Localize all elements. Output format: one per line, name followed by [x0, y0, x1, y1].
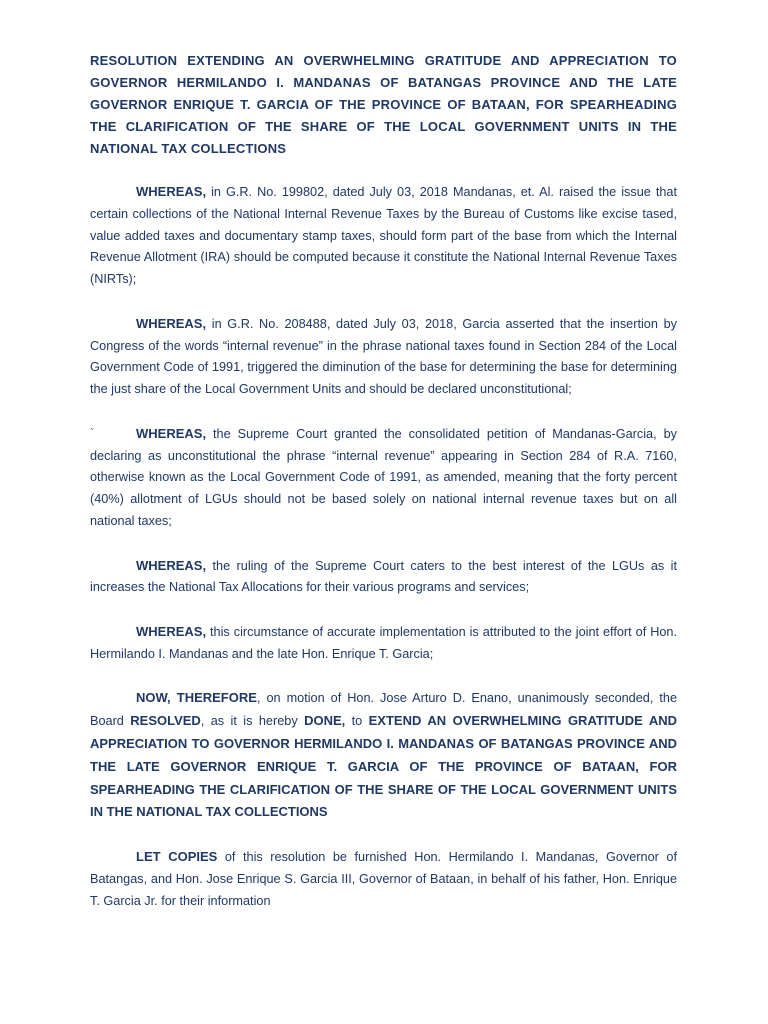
let-copies-text: of this resolution be furnished Hon. Hermilando I. Mandanas, Governor of Batangas, and Hon. Jose Enrique S. Garcia III, Governor of Bataan, in behalf of his father, Hon. Enrique T. Garcia Jr. for their information	[90, 849, 678, 908]
now-therefore-text-3: to	[345, 714, 369, 729]
whereas-paragraph-1	[90, 181, 677, 291]
document-page	[90, 50, 677, 912]
whereas-paragraph-3	[90, 423, 677, 533]
whereas-text-4: the ruling of the Supreme Court caters to the best interest of the LGUs as it increases the National Tax Allocations for their various programs and services;	[90, 558, 677, 595]
whereas-paragraph-5	[90, 621, 677, 666]
whereas-text-3: the Supreme Court granted the consolidated petition of Mandanas-Garcia, by declaring as unconstitutional the phrase “internal revenue” appearing in Section 284 of R.A. 7160, otherwise known as the Local Government Code of 1991, as amended, meaning that the forty percent (40%) allotment of LGUs should not be based solely on national internal revenue taxes but on all national taxes;	[90, 426, 677, 528]
whereas-label: WHEREAS,	[136, 425, 207, 441]
let-copies-label: LET COPIES	[136, 848, 218, 864]
whereas-text-5: this circumstance of accurate implementation is attributed to the joint effort of Hon. Hermilando I. Mandanas and the late Hon. Enrique T. Garcia;	[90, 624, 677, 661]
done-label: DONE,	[304, 713, 346, 729]
whereas-label: WHEREAS,	[136, 184, 207, 199]
whereas-label: WHEREAS,	[136, 623, 207, 639]
now-therefore-text-2: , as it is hereby	[200, 714, 305, 729]
whereas-text-1: in G.R. No. 199802, dated July 03, 2018 Mandanas, et. Al. raised the issue that certain collections of the National Internal Revenue Taxes by the Bureau of Customs like excise tased, value added taxes and documentary stamp taxes, should form part of the base from which the Internal Revenue Allotment (IRA) should be computed because it constitute the National Internal Revenue Taxes (NIRTs);	[90, 185, 677, 287]
whereas-paragraph-2	[90, 313, 677, 401]
whereas-paragraph-4	[90, 555, 677, 600]
whereas-text-2: in G.R. No. 208488, dated July 03, 2018, Garcia asserted that the insertion by Congress of the words “internal revenue” in the phrase national taxes found in Section 284 of the Local Government Code of 1991, triggered the diminution of the base for determining the base for determining the just share of the Local Government Units and should be declared unconstitutional;	[90, 316, 677, 397]
now-therefore-text-1: , on motion of Hon. Jose Arturo D. Enano, unanimously seconded, the Board	[90, 691, 678, 729]
now-therefore-paragraph	[90, 687, 677, 824]
whereas-label: WHEREAS,	[136, 315, 207, 331]
resolved-label: RESOLVED	[130, 713, 201, 729]
now-therefore-label: NOW, THEREFORE	[136, 690, 257, 706]
let-copies-paragraph	[90, 846, 677, 912]
whereas-label: WHEREAS,	[136, 557, 207, 573]
stray-backtick: `	[90, 425, 94, 440]
resolution-title: RESOLUTION EXTENDING AN OVERWHELMING GRATITUDE AND APPRECIATION TO GOVERNOR HERMILANDO I. MANDANAS OF BATANGAS PROVINCE AND THE LATE GOVERNOR ENRIQUE T. GARCIA OF THE PROVINCE OF BATAAN, FOR SPEARHEADING THE CLARIFICATION OF THE SHARE OF THE LOCAL GOVERNMENT UNITS IN THE NATIONAL TAX COLLECTIONS	[90, 53, 677, 156]
resolution-action: EXTEND AN OVERWHELMING GRATITUDE AND APPRECIATION TO GOVERNOR HERMILANDO I. MANDANAS OF BATANGAS PROVINCE AND THE LATE GOVERNOR ENRIQUE T. GARCIA OF THE PROVINCE OF BATAAN, FOR SPEARHEADING THE CLARIFICATION OF THE SHARE OF THE LOCAL GOVERNMENT UNITS IN THE NATIONAL TAX COLLECTIONS	[90, 713, 677, 820]
